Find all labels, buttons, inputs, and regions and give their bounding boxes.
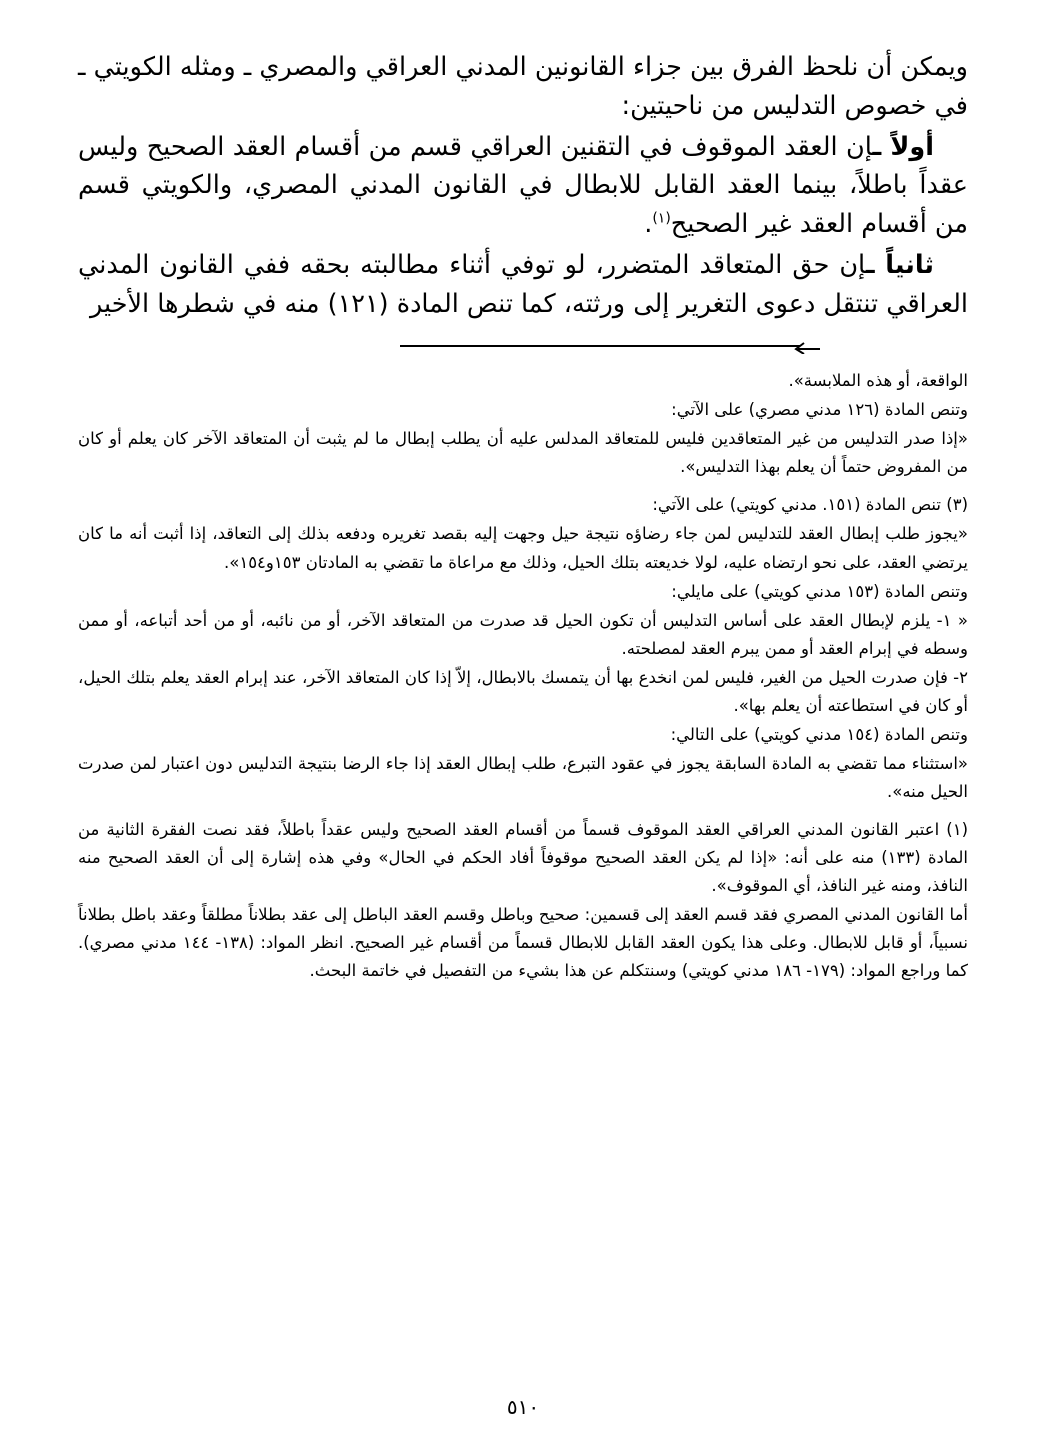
first-point-text: إن العقد الموقوف في التقنين العراقي قسم من أقسام العقد الصحيح وليس عقداً باطلاً، بينما العقد القابل للابطال في القانون المدني المصري، والكويتي قسم من أقسام العقد غير الصحيح bbox=[78, 131, 968, 239]
footnote-line: «إذا صدر التدليس من غير المتعاقدين فليس للمتعاقد المدلس عليه أن يطلب إبطال ما لم يثبت أن المتعاقد الآخر كان يعلم أو كان من المفروض حتماً أن يعلم بهذا التدليس». bbox=[78, 429, 968, 477]
footnote-line: « ١- يلزم لإبطال العقد على أساس التدليس أن تكون الحيل قد صدرت من المتعاقد الآخر، أو من نائبه، أو من أحد أتباعه، أو ممن وسطه في إبرام العقد أو ممن يبرم العقد لمصلحته. bbox=[78, 610, 968, 658]
paragraph-intro: ويمكن أن نلحظ الفرق بين جزاء القانونين المدني العراقي والمصري ـ ومثله الكويتي ـ في خصوص التدليس من ناحيتين: bbox=[78, 52, 968, 121]
footnote-line: «استثناء مما تقضي به المادة السابقة يجوز في عقود التبرع، طلب إبطال العقد إذا جاء الرضا بنتيجة التدليس دون اعتبار لمن صدرت الحيل منه». bbox=[78, 753, 968, 801]
footnote-separator bbox=[78, 337, 968, 359]
paragraph-second-point bbox=[78, 246, 968, 324]
second-point-label: ثانياً ـ bbox=[865, 249, 934, 280]
footnote-line: أما القانون المدني المصري فقد قسم العقد إلى قسمين: صحيح وباطل وقسم العقد الباطل إلى عقد بطلاناً مطلقاً وعقد باطل بطلاناً نسبياً، أو قابل للابطال. وعلى هذا يكون العقد القابل للابطال قسماً من أقسام غير الصحيح. انظر المواد: (١٣٨- ١٤٤ مدني مصري). كما وراجع المواد: (١٧٩- ١٨٦ مدني كويتي) وسنتكلم عن هذا بشيء من التفصيل في خاتمة البحث. bbox=[78, 905, 969, 981]
footnote-marker-1: (١) bbox=[652, 210, 671, 227]
first-point-label: أولاً ـ bbox=[872, 131, 934, 162]
footnote-spacer bbox=[78, 482, 968, 491]
first-point-tail: . bbox=[644, 209, 653, 239]
arrow-right-icon bbox=[794, 338, 820, 354]
footnote-line: الواقعة، أو هذه الملابسة». bbox=[788, 371, 968, 391]
footnote-line: وتنص المادة (١٥٤ مدني كويتي) على التالي: bbox=[670, 724, 968, 744]
page-number: ٥١٠ bbox=[506, 1395, 540, 1419]
footnote-line: وتنص المادة (١٥٣ مدني كويتي) على مايلي: bbox=[671, 581, 968, 601]
second-point-text: إن حق المتعاقد المتضرر، لو توفي أثناء مطالبته بحقه ففي القانون المدني العراقي تنتقل دعوى التغرير إلى ورثته، كما تنص المادة (١٢١) منه في شطرها الأخير bbox=[78, 249, 968, 319]
footnote-line: (٣) تنص المادة (١٥١. مدني كويتي) على الآتي: bbox=[652, 495, 968, 515]
footnote-line: ٢- فإن صدرت الحيل من الغير، فليس لمن انخدع بها أن يتمسك بالابطال، إلاّ إذا كان المتعاقد الآخر، عند إبرام العقد يعلم بتلك الحيل، أو كان في استطاعته أن يعلم بها». bbox=[78, 667, 968, 715]
footnote-spacer bbox=[78, 807, 968, 816]
footnote-line: «يجوز طلب إبطال العقد للتدليس لمن جاء رضاؤه نتيجة حيل وجهت إليه بقصد تغريره ودفعه بذلك إلى التعاقد، إذا أثبت أنه ما كان يرتضي العقد، على نحو ارتضاه عليه، لولا خديعته بتلك الحيل، وذلك مع مراعاة ما تقضي به المادتان ١٥٣و١٥٤». bbox=[78, 524, 968, 572]
footnote-line: وتنص المادة (١٢٦ مدني مصري) على الآتي: bbox=[671, 400, 968, 420]
footnotes-section bbox=[78, 367, 968, 985]
footnote-rule-line bbox=[400, 345, 800, 347]
paragraph-first-point bbox=[78, 128, 968, 244]
main-body bbox=[78, 48, 968, 323]
footnote-line: (١) اعتبر القانون المدني العراقي العقد الموقوف قسماً من أقسام العقد الصحيح وليس عقداً باطلاً، فقد نصت الفقرة الثانية من المادة (١٣٣) منه على أنه: «إذا لم يكن العقد الصحيح موقوفاً أفاد الحكم في الحال» وفي هذه إشارة إلى أن العقد الصحيح منه النافذ، ومنه غير النافذ، أي الموقوف». bbox=[78, 819, 968, 896]
